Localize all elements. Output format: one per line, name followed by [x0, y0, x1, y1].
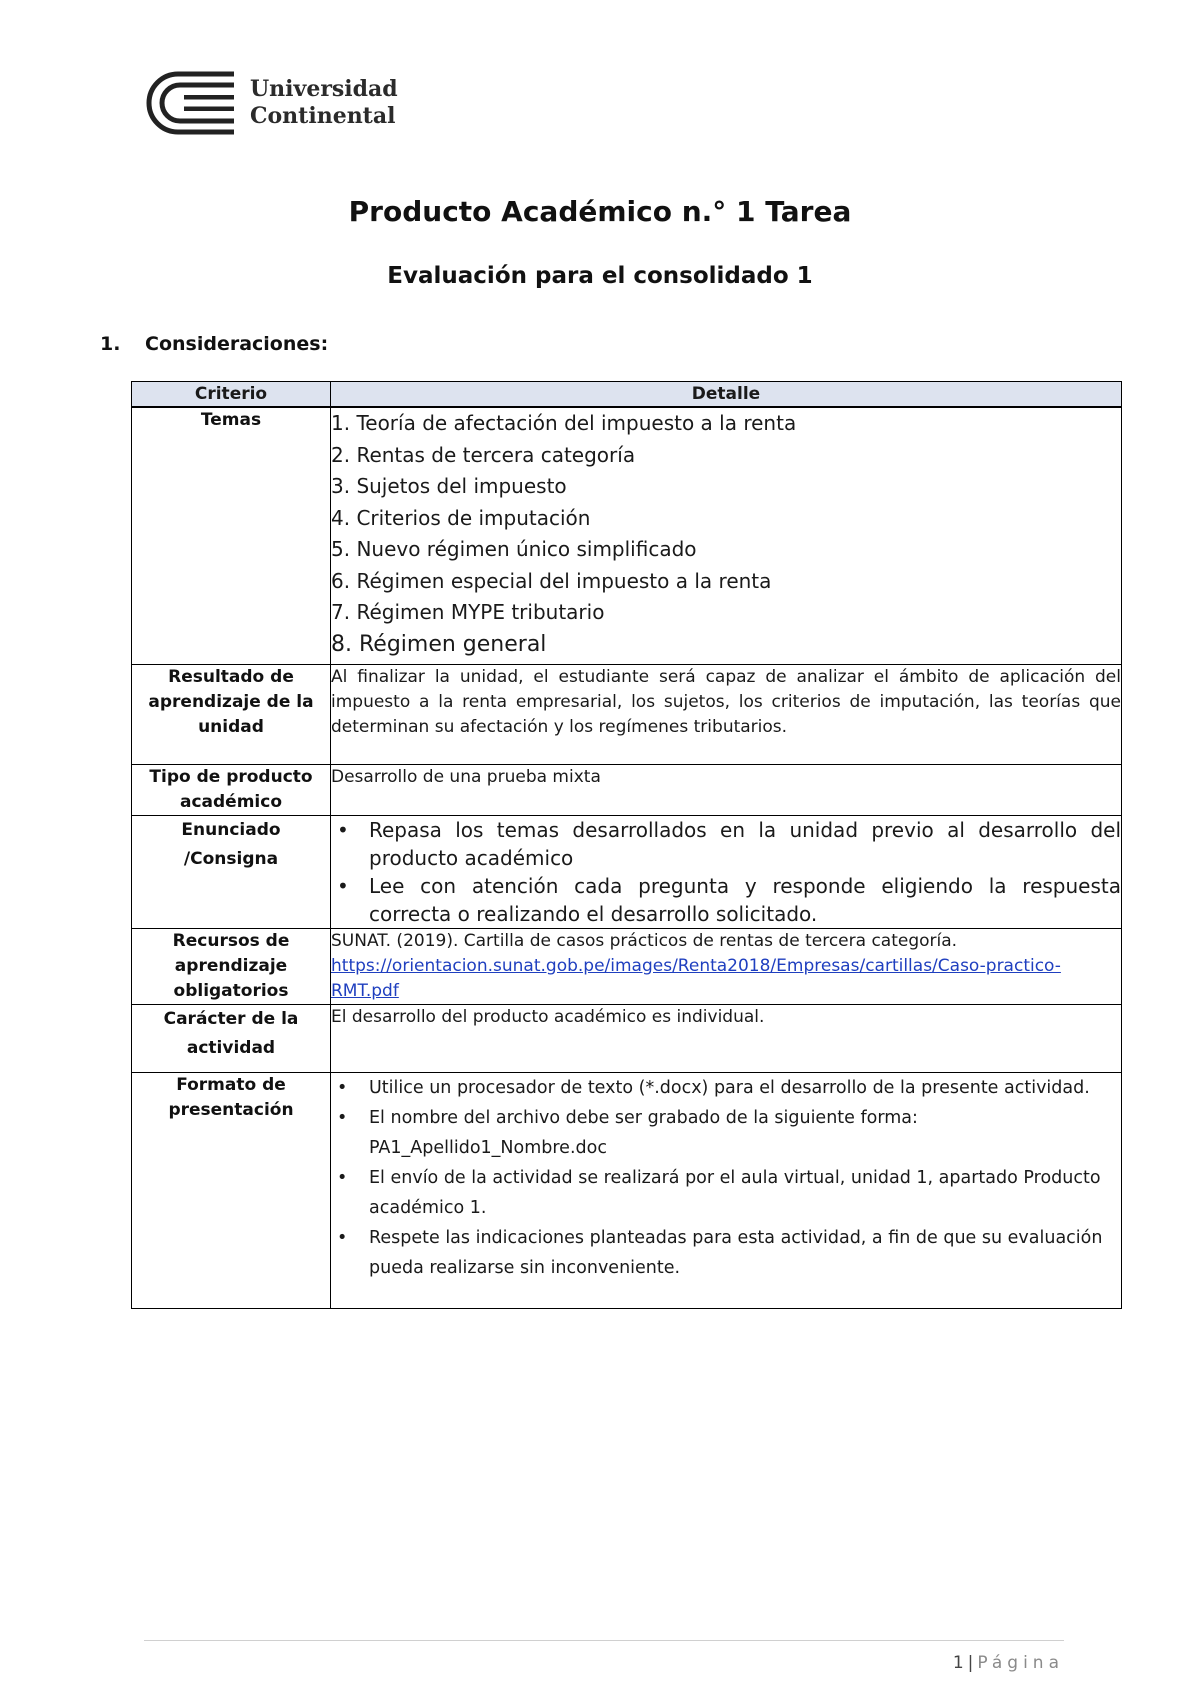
tema-item: 6. Régimen especial del impuesto a la renta	[331, 568, 772, 593]
recursos-cell	[331, 928, 1122, 1004]
page-footer	[953, 1653, 1064, 1673]
criterio-tipo: Tipo de producto académico	[132, 764, 331, 815]
university-logo	[144, 70, 398, 136]
formato-item: • El nombre del archivo debe ser grabado de la siguiente forma: PA1_Apellido1_Nombre.doc	[331, 1103, 1121, 1163]
considerations-table	[131, 381, 1122, 1309]
table-row-tipo	[132, 764, 1122, 815]
tema-item: 5. Nuevo régimen único simplificado	[331, 537, 697, 561]
section-number: 1.	[100, 333, 121, 355]
tema-item: 7. Régimen MYPE tributario	[331, 600, 605, 624]
criterio-enunciado: Enunciado /Consigna	[132, 815, 331, 928]
recursos-text: SUNAT. (2019). Cartilla de casos prácticos de rentas de tercera categoría.	[331, 930, 958, 951]
table-row-caracter	[132, 1004, 1122, 1072]
resultado-text: Al finalizar la unidad, el estudiante será capaz de analizar el ámbito de aplicación del impuesto a la renta empresarial, los sujetos, los criterios de imputación, las teorías que determinan su afectación y los regímenes tributarios.	[331, 664, 1122, 764]
criterio-temas: Temas	[132, 407, 331, 664]
page-label: Página	[977, 1653, 1064, 1673]
logo-line-2: Continental	[250, 103, 396, 129]
criterio-recursos: Recursos de aprendizaje obligatorios	[132, 928, 331, 1004]
tema-item: 3. Sujetos del impuesto	[331, 474, 567, 498]
page-number: 1	[952, 1653, 964, 1673]
header-criterio: Criterio	[132, 382, 331, 408]
formato-item: • Respete las indicaciones planteadas para esta actividad, a fin de que su evaluación pueda realizarse sin inconveniente.	[331, 1223, 1121, 1283]
footer-separator: |	[967, 1653, 974, 1673]
temas-list	[331, 407, 1122, 664]
page-title: Producto Académico n.° 1 Tarea	[348, 195, 852, 228]
table-row-formato	[132, 1072, 1122, 1308]
table-header-row	[132, 382, 1122, 408]
tipo-text: Desarrollo de una prueba mixta	[331, 764, 1122, 815]
university-c-logo-icon	[144, 70, 236, 136]
criterio-resultado: Resultado de aprendizaje de la unidad	[132, 664, 331, 764]
enunciado-item: • Lee con atención cada pregunta y responde eligiendo la respuesta correcta o realizando el desarrollo solicitado.	[331, 872, 1121, 928]
criterio-caracter: Carácter de la actividad	[132, 1004, 331, 1072]
formato-item: • El envío de la actividad se realizará por el aula virtual, unidad 1, apartado Producto académico 1.	[331, 1163, 1121, 1223]
formato-item: • Utilice un procesador de texto (*.docx) para el desarrollo de la presente actividad.	[331, 1073, 1121, 1103]
logo-text	[250, 76, 398, 130]
tema-item: 4. Criterios de imputación	[331, 505, 591, 530]
page-subtitle: Evaluación para el consolidado 1	[387, 263, 813, 289]
section-label: Consideraciones:	[145, 333, 329, 355]
logo-line-1: Universidad	[250, 76, 398, 102]
tema-item: 8. Régimen general	[331, 631, 547, 657]
section-heading	[100, 333, 328, 355]
table-row-temas	[132, 407, 1122, 664]
table-row-recursos	[132, 928, 1122, 1004]
enunciado-list	[331, 815, 1122, 928]
criterio-formato: Formato de presentación	[132, 1072, 331, 1308]
table-row-enunciado	[132, 815, 1122, 928]
enunciado-item: • Repasa los temas desarrollados en la unidad previo al desarrollo del producto académico	[331, 816, 1121, 872]
caracter-text: El desarrollo del producto académico es individual.	[331, 1004, 1122, 1072]
tema-item: 1. Teoría de afectación del impuesto a la renta	[331, 411, 797, 435]
recursos-link[interactable]: https://orientacion.sunat.gob.pe/images/Renta2018/Empresas/cartillas/Caso-practico-RMT.pdf	[331, 955, 1061, 1001]
table-row-resultado	[132, 664, 1122, 764]
header-detalle: Detalle	[331, 382, 1122, 408]
formato-list	[331, 1072, 1122, 1308]
footer-divider	[144, 1640, 1064, 1641]
tema-item: 2. Rentas de tercera categoría	[331, 442, 636, 467]
